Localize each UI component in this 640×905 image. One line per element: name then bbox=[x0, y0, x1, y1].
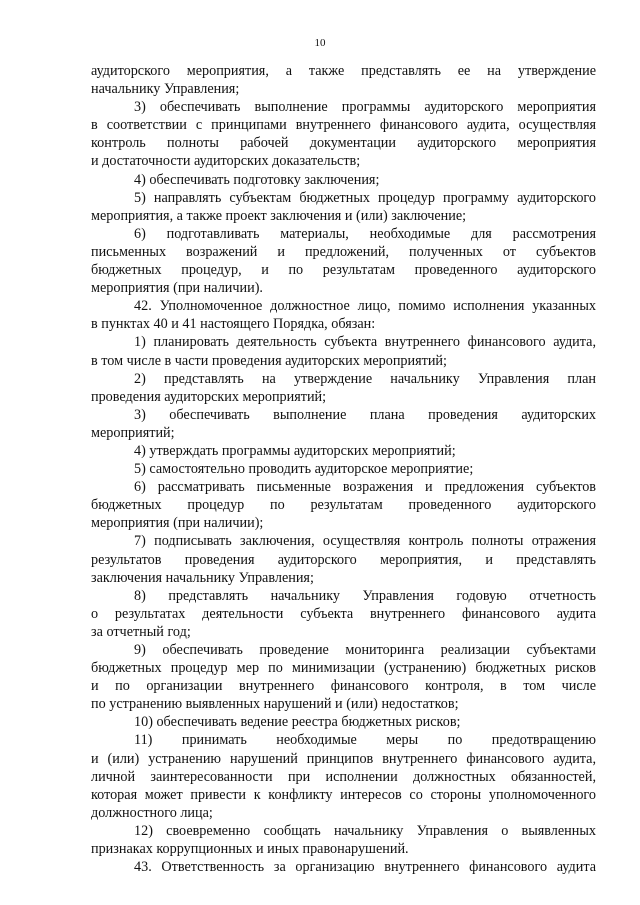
text-line: проведения аудиторских мероприятий; bbox=[91, 388, 327, 405]
text-line: мероприятия (при наличии). bbox=[91, 280, 263, 297]
text-line: в соответствии с принципами внутреннего финансового аудита, осуществляя bbox=[91, 117, 596, 134]
text-line: 6) подготавливать материалы, необходимые для рассмотрения bbox=[134, 225, 596, 242]
text-line: мероприятий; bbox=[91, 424, 175, 441]
text-line: бюджетных процедур, и по результатам проведенного аудиторского bbox=[91, 262, 596, 279]
text-line: 4) утверждать программы аудиторских мероприятий; bbox=[134, 442, 456, 459]
text-line: 3) обеспечивать выполнение программы аудиторского мероприятия bbox=[134, 99, 596, 116]
page-number: 10 bbox=[314, 37, 326, 49]
text-line: 2) представлять на утверждение начальнику Управления план bbox=[134, 370, 596, 387]
text-line: 3) обеспечивать выполнение плана проведения аудиторских bbox=[134, 406, 596, 423]
text-line: письменных возражений и предложений, полученных от субъектов bbox=[91, 243, 596, 260]
text-line: личной заинтересованности при исполнении должностных обязанностей, bbox=[91, 768, 596, 785]
text-line: 8) представлять начальнику Управления годовую отчетность bbox=[134, 587, 596, 604]
text-line: контроль полноты рабочей документации аудиторского мероприятия bbox=[91, 135, 596, 152]
text-line: 11) принимать необходимые меры по предотвращению bbox=[134, 732, 596, 749]
text-line: по устранению выявленных нарушений и (или) недостатков; bbox=[91, 696, 459, 713]
text-line: признаках коррупционных и иных правонарушений. bbox=[91, 841, 409, 858]
text-line: 9) обеспечивать проведение мониторинга реализации субъектами bbox=[134, 642, 596, 658]
text-line: начальнику Управления; bbox=[91, 81, 240, 98]
text-line: 43. Ответственность за организацию внутреннего финансового аудита bbox=[134, 859, 596, 876]
text-line: бюджетных процедур по результатам проведенного аудиторского bbox=[91, 497, 596, 514]
text-line: 6) рассматривать письменные возражения и предложения субъектов bbox=[134, 479, 596, 496]
text-line: 10) обеспечивать ведение реестра бюджетных рисков; bbox=[134, 714, 461, 731]
text-line: и (или) устранению нарушений принципов внутреннего финансового аудита, bbox=[91, 750, 596, 767]
text-line: в пунктах 40 и 41 настоящего Порядка, обязан: bbox=[91, 316, 376, 333]
text-line: мероприятия, а также проект заключения и (или) заключение; bbox=[91, 207, 467, 224]
text-line: в том числе в части проведения аудиторских мероприятий; bbox=[91, 352, 447, 369]
text-line: 12) своевременно сообщать начальнику Управления о выявленных bbox=[134, 822, 596, 839]
text-line: 1) планировать деятельность субъекта внутреннего финансового аудита, bbox=[134, 334, 596, 351]
text-line: 5) направлять субъектам бюджетных процедур программу аудиторского bbox=[134, 189, 596, 206]
text-line: которая может привести к конфликту интересов со стороны уполномоченного bbox=[91, 786, 596, 803]
text-line: бюджетных процедур мер по минимизации (устранению) бюджетных рисков bbox=[91, 660, 596, 677]
text-line: заключения начальнику Управления; bbox=[91, 569, 314, 586]
text-line: аудиторского мероприятия, а также представлять ее на утверждение bbox=[91, 63, 596, 79]
text-line: 7) подписывать заключения, осуществляя контроль полноты отражения bbox=[134, 533, 596, 550]
text-line: о результатах деятельности субъекта внутреннего финансового аудита bbox=[91, 605, 596, 622]
text-line: и по организации внутреннего финансового контроля, в том числе bbox=[91, 678, 596, 695]
text-line: и достаточности аудиторских доказательств; bbox=[91, 153, 361, 170]
text-line: 4) обеспечивать подготовку заключения; bbox=[134, 171, 380, 188]
text-line: должностного лица; bbox=[91, 804, 213, 821]
text-line: 42. Уполномоченное должностное лицо, помимо исполнения указанных bbox=[134, 298, 596, 315]
text-line: за отчетный год; bbox=[91, 623, 191, 640]
document-body bbox=[91, 62, 596, 876]
text-line: 5) самостоятельно проводить аудиторское мероприятие; bbox=[134, 461, 474, 478]
text-line: мероприятия (при наличии); bbox=[91, 515, 264, 532]
text-line: результатов проведения аудиторского мероприятия, и представлять bbox=[91, 551, 596, 568]
